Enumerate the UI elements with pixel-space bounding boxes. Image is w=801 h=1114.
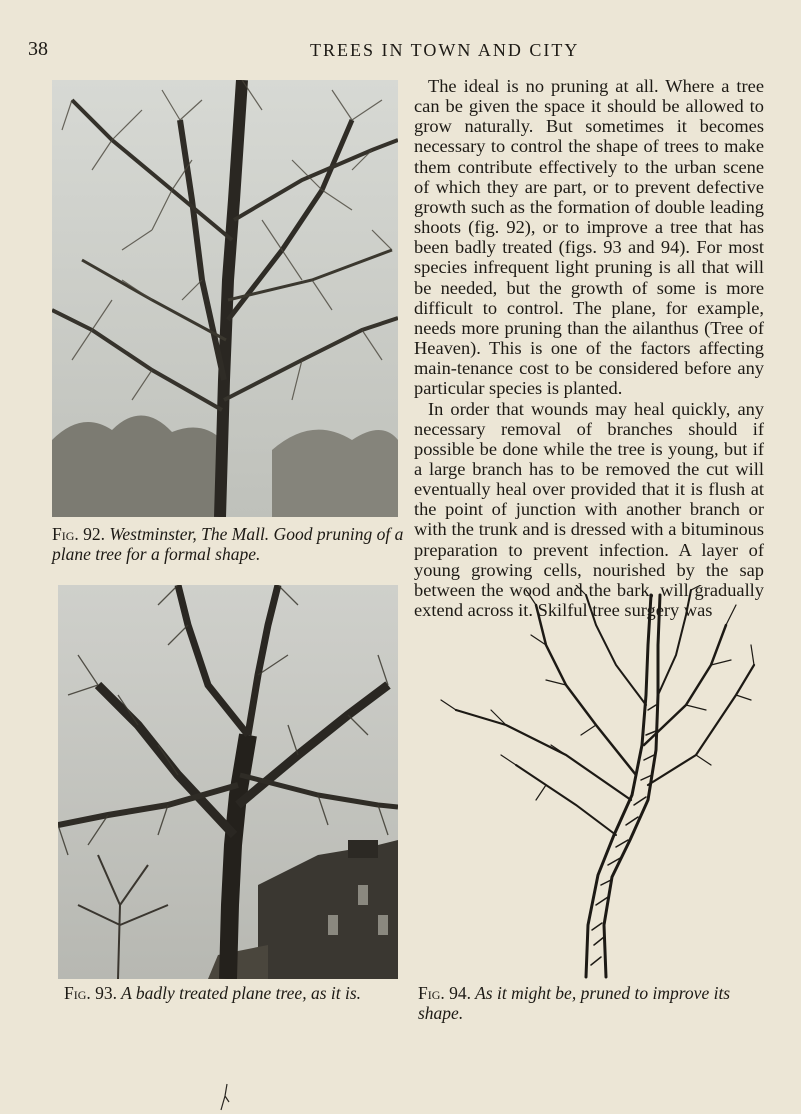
fig-94-caption-text: As it might be, pruned to improve its shape. bbox=[418, 983, 731, 1023]
running-title: TREES IN TOWN AND CITY bbox=[310, 40, 580, 60]
fig-94-caption bbox=[418, 983, 778, 1023]
fig-93-label: Fig. 93. bbox=[64, 983, 118, 1003]
fig-93-caption bbox=[64, 983, 404, 1003]
plane-tree-mall-illustration bbox=[52, 80, 398, 517]
fig-93-caption-text: A badly treated plane tree, as it is. bbox=[121, 983, 362, 1003]
fig-94-drawing bbox=[436, 585, 756, 980]
fig-92-photo bbox=[52, 80, 398, 517]
fig-92-caption-text: Westminster, The Mall. Good pruning of a plane tree for a formal shape. bbox=[52, 524, 404, 564]
pencil-mark bbox=[215, 1082, 235, 1112]
paragraph-1: The ideal is no pruning at all. Where a tree can be given the space it should be allowed to grow naturally. But sometimes it becomes necessary to control the shape of trees to make them contribute effectively to the urban scene of which they are part, or to prevent defective growth such as the formation of double leading shoots (fig. 92), or to improve a tree that has been badly treated (figs. 93 and 94). For most species infrequent light pruning is all that will be needed, but the growth of some is more difficult to control. The plane, for example, needs more pruning than the ailanthus (Tree of Heaven). This is one of the factors affecting main-tenance cost to be considered before any particular species is planted. bbox=[414, 76, 764, 399]
page-number: 38 bbox=[28, 38, 48, 60]
fig-92-caption bbox=[52, 524, 412, 564]
paragraph-2: In order that wounds may heal quickly, any necessary removal of branches should if possible be done while the tree is young, but if a large branch has to be removed the cut will eventually heal over provided that it is flush at the point of junction with another branch or with the trunk and is dressed with a bituminous preparation to prevent infection. A layer of young growing cells, nourished by the sap between the wood and the bark, will gradually extend across it. Skilful tree surgery was bbox=[414, 398, 764, 621]
fig-92-label: Fig. 92. bbox=[52, 524, 106, 544]
badly-treated-tree-illustration bbox=[58, 585, 398, 979]
pruned-tree-drawing bbox=[436, 585, 756, 980]
fig-93-photo bbox=[58, 585, 398, 979]
fig-94-label: Fig. 94. bbox=[418, 983, 472, 1003]
body-text bbox=[414, 76, 764, 620]
page-header bbox=[28, 38, 773, 64]
